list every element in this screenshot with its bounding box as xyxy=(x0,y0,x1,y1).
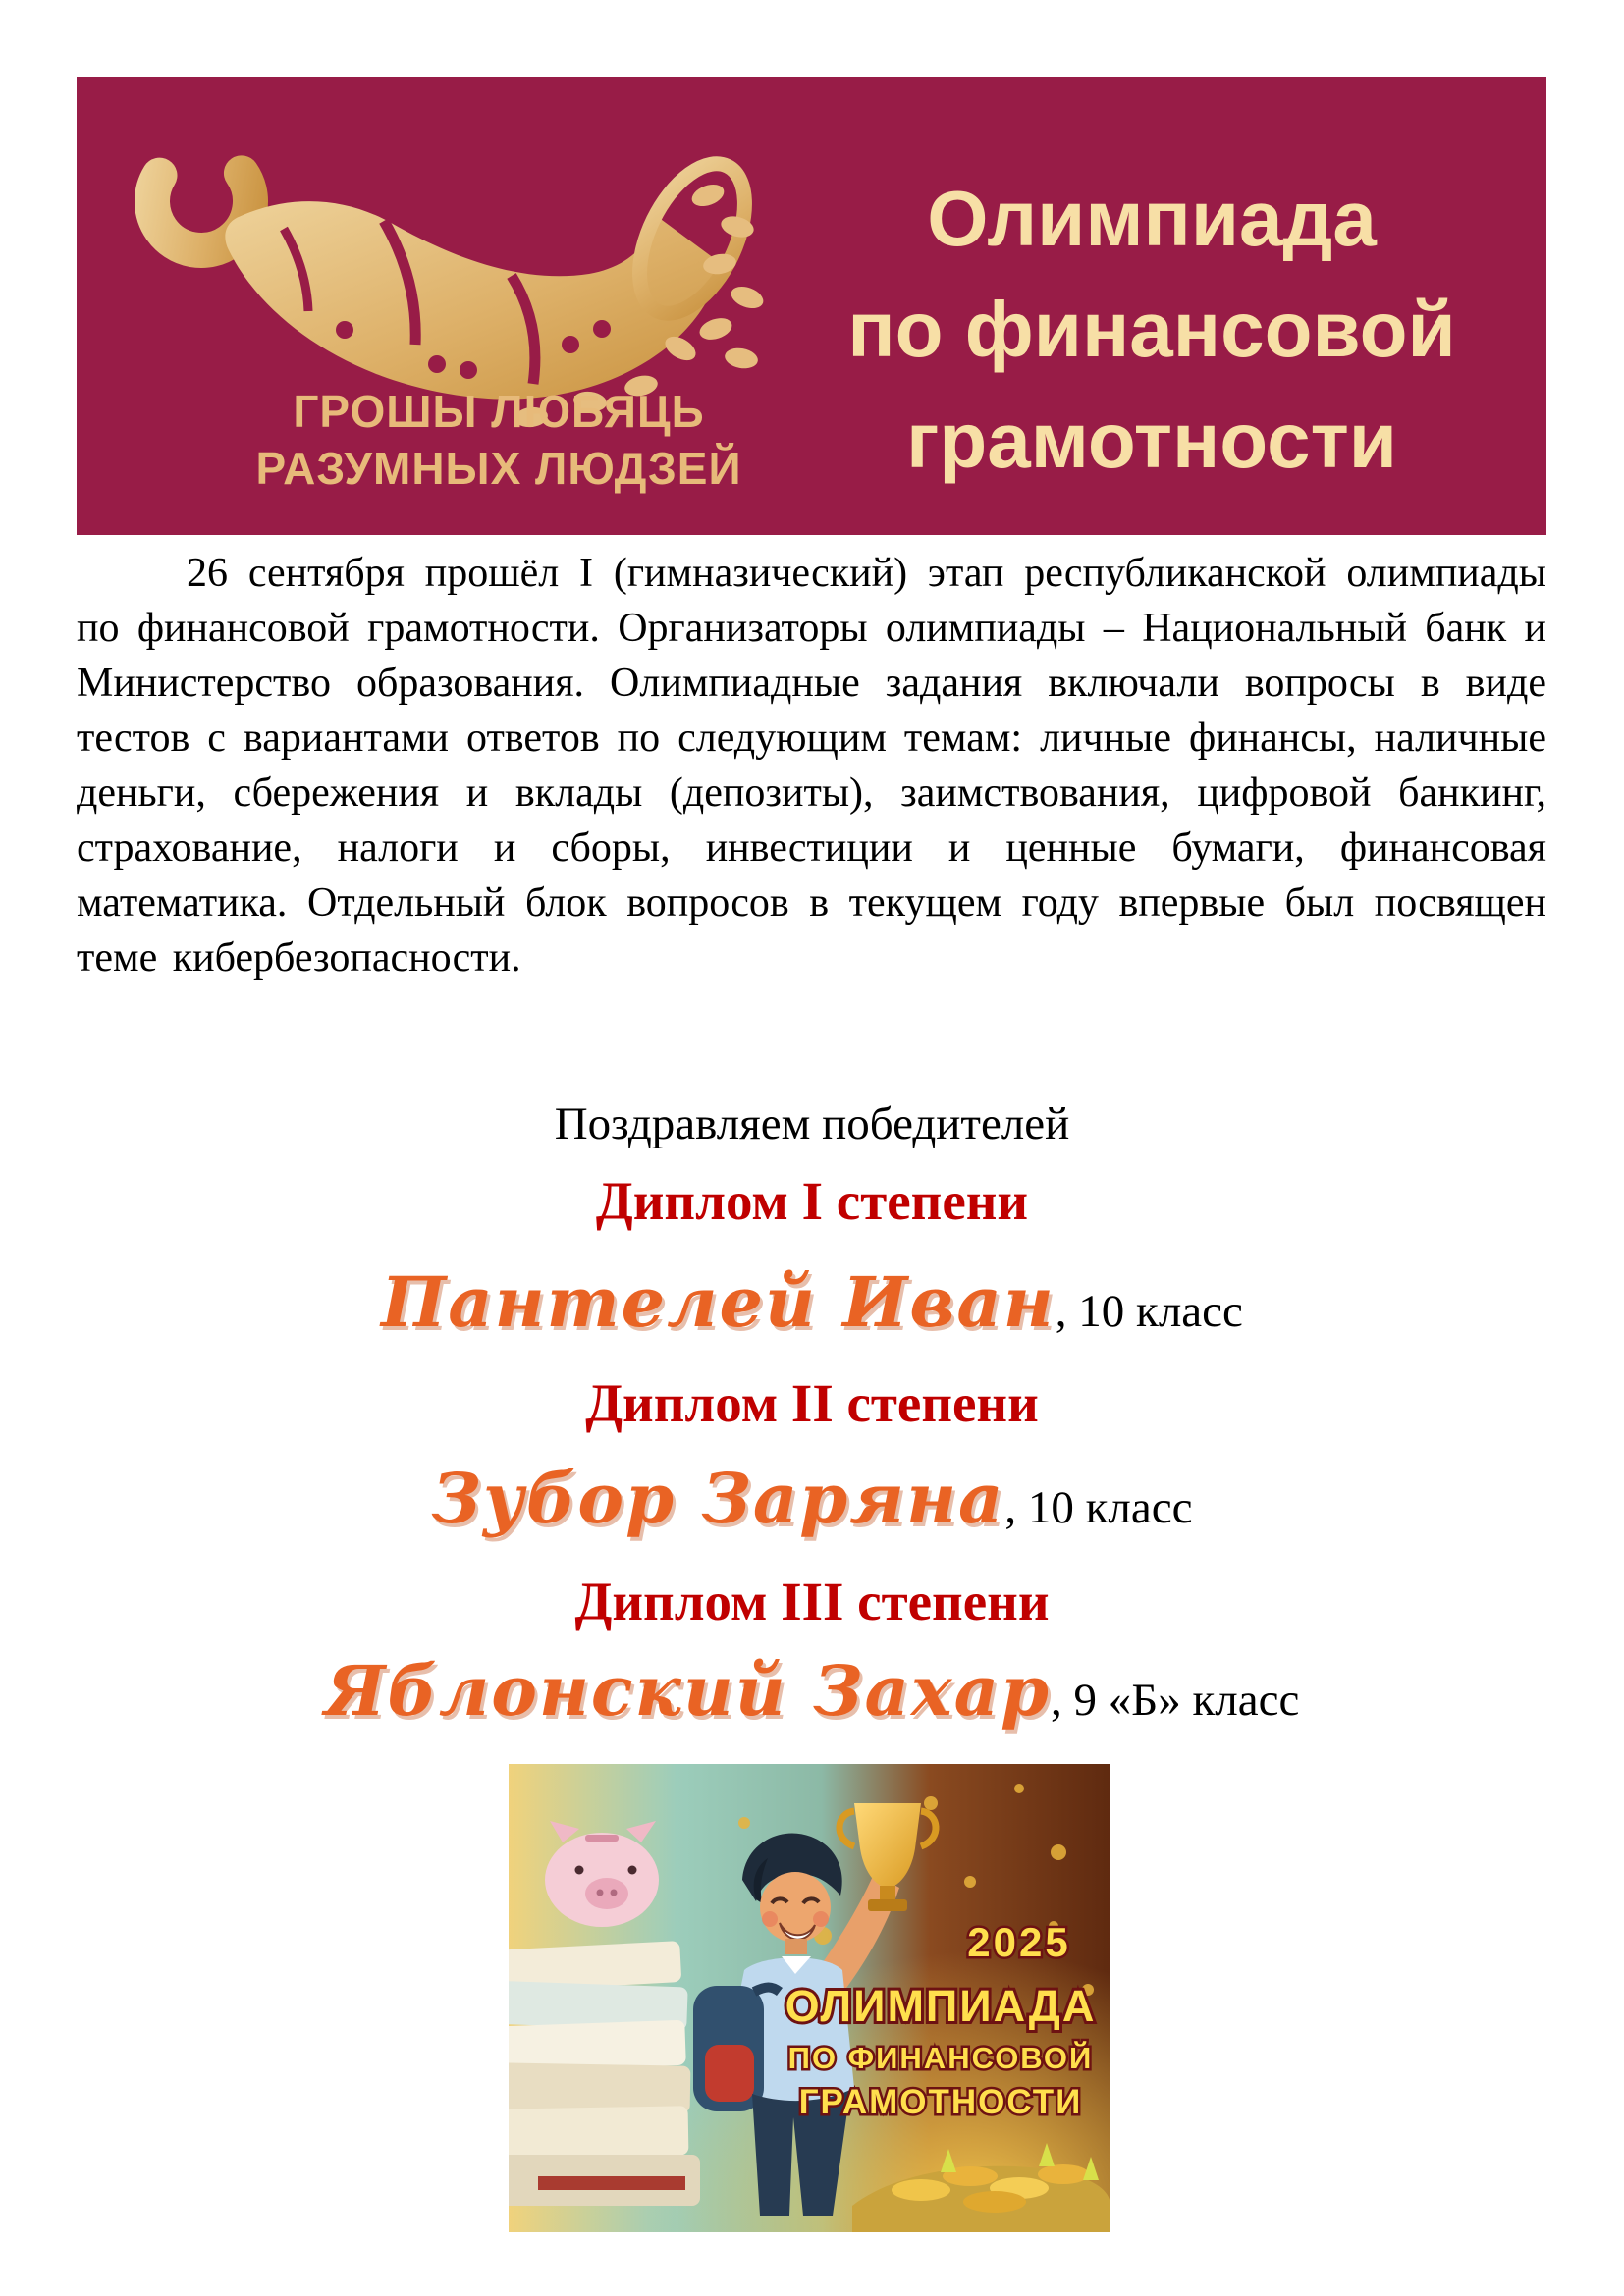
banner-slogan-line2: РАЗУМНЫХ ЛЮДЗЕЙ xyxy=(255,443,742,494)
banner-title xyxy=(774,163,1530,496)
poster-title-line1: ОЛИМПИАДА xyxy=(785,1981,1097,2031)
banner-title-line1: Олимпиада xyxy=(927,175,1377,262)
banner-slogan xyxy=(175,383,823,497)
piggy-bank-icon xyxy=(545,1821,659,1927)
books-icon xyxy=(509,1941,700,2206)
winner-3-name: Яблонский Захар xyxy=(324,1650,1051,1732)
article-body xyxy=(77,546,1546,986)
poster-year: 2025 xyxy=(967,1919,1071,1965)
winner-1-name: Пантелей Иван xyxy=(381,1261,1056,1343)
diploma-1-heading: Диплом I степени xyxy=(595,1171,1029,1231)
poster-title-line3: ГРАМОТНОСТИ xyxy=(798,2083,1083,2121)
winner-1 xyxy=(0,1239,1624,1386)
article-paragraph: 26 сентября прошёл I (гимназический) этап республиканской олимпиады по финансовой грамотности. Организаторы олимпиады – Национальный банк и Министерство образования. Олимпиадные задания включали вопросы в виде тестов с вариантами ответов по следующим темам: личные финансы, наличные деньги, сбережения и вклады (депозиты), заимствования, цифровой банкинг, страхование, налоги и сборы, инвестиции и ценные бумаги, финансовая математика. Отдельный блок вопросов в текущем году впервые был посвящен теме кибербезопасности. xyxy=(77,551,1546,981)
winner-3 xyxy=(0,1628,1624,1775)
winner-2 xyxy=(0,1435,1624,1582)
winner-1-class: , 10 класс xyxy=(1055,1286,1243,1337)
banner-title-line2: по финансовой xyxy=(847,286,1456,373)
olympiad-banner xyxy=(77,77,1546,535)
poster-title-line2: ПО ФИНАНСОВОЙ xyxy=(787,2041,1094,2075)
winner-3-class: , 9 «Б» класс xyxy=(1050,1675,1300,1726)
diploma-2-heading: Диплом II степени xyxy=(585,1373,1039,1433)
banner-slogan-line1: ГРОШЫ ЛЮБЯЦЬ xyxy=(293,386,705,437)
congrats-heading: Поздравляем победителей xyxy=(554,1098,1070,1149)
winner-2-name: Зубор Заряна xyxy=(431,1458,1005,1539)
diploma-3-heading: Диплом III степени xyxy=(574,1572,1050,1631)
banner-title-line3: грамотности xyxy=(906,397,1397,484)
poster-illustration xyxy=(509,1764,1110,2232)
winner-2-class: , 10 класс xyxy=(1004,1482,1193,1533)
